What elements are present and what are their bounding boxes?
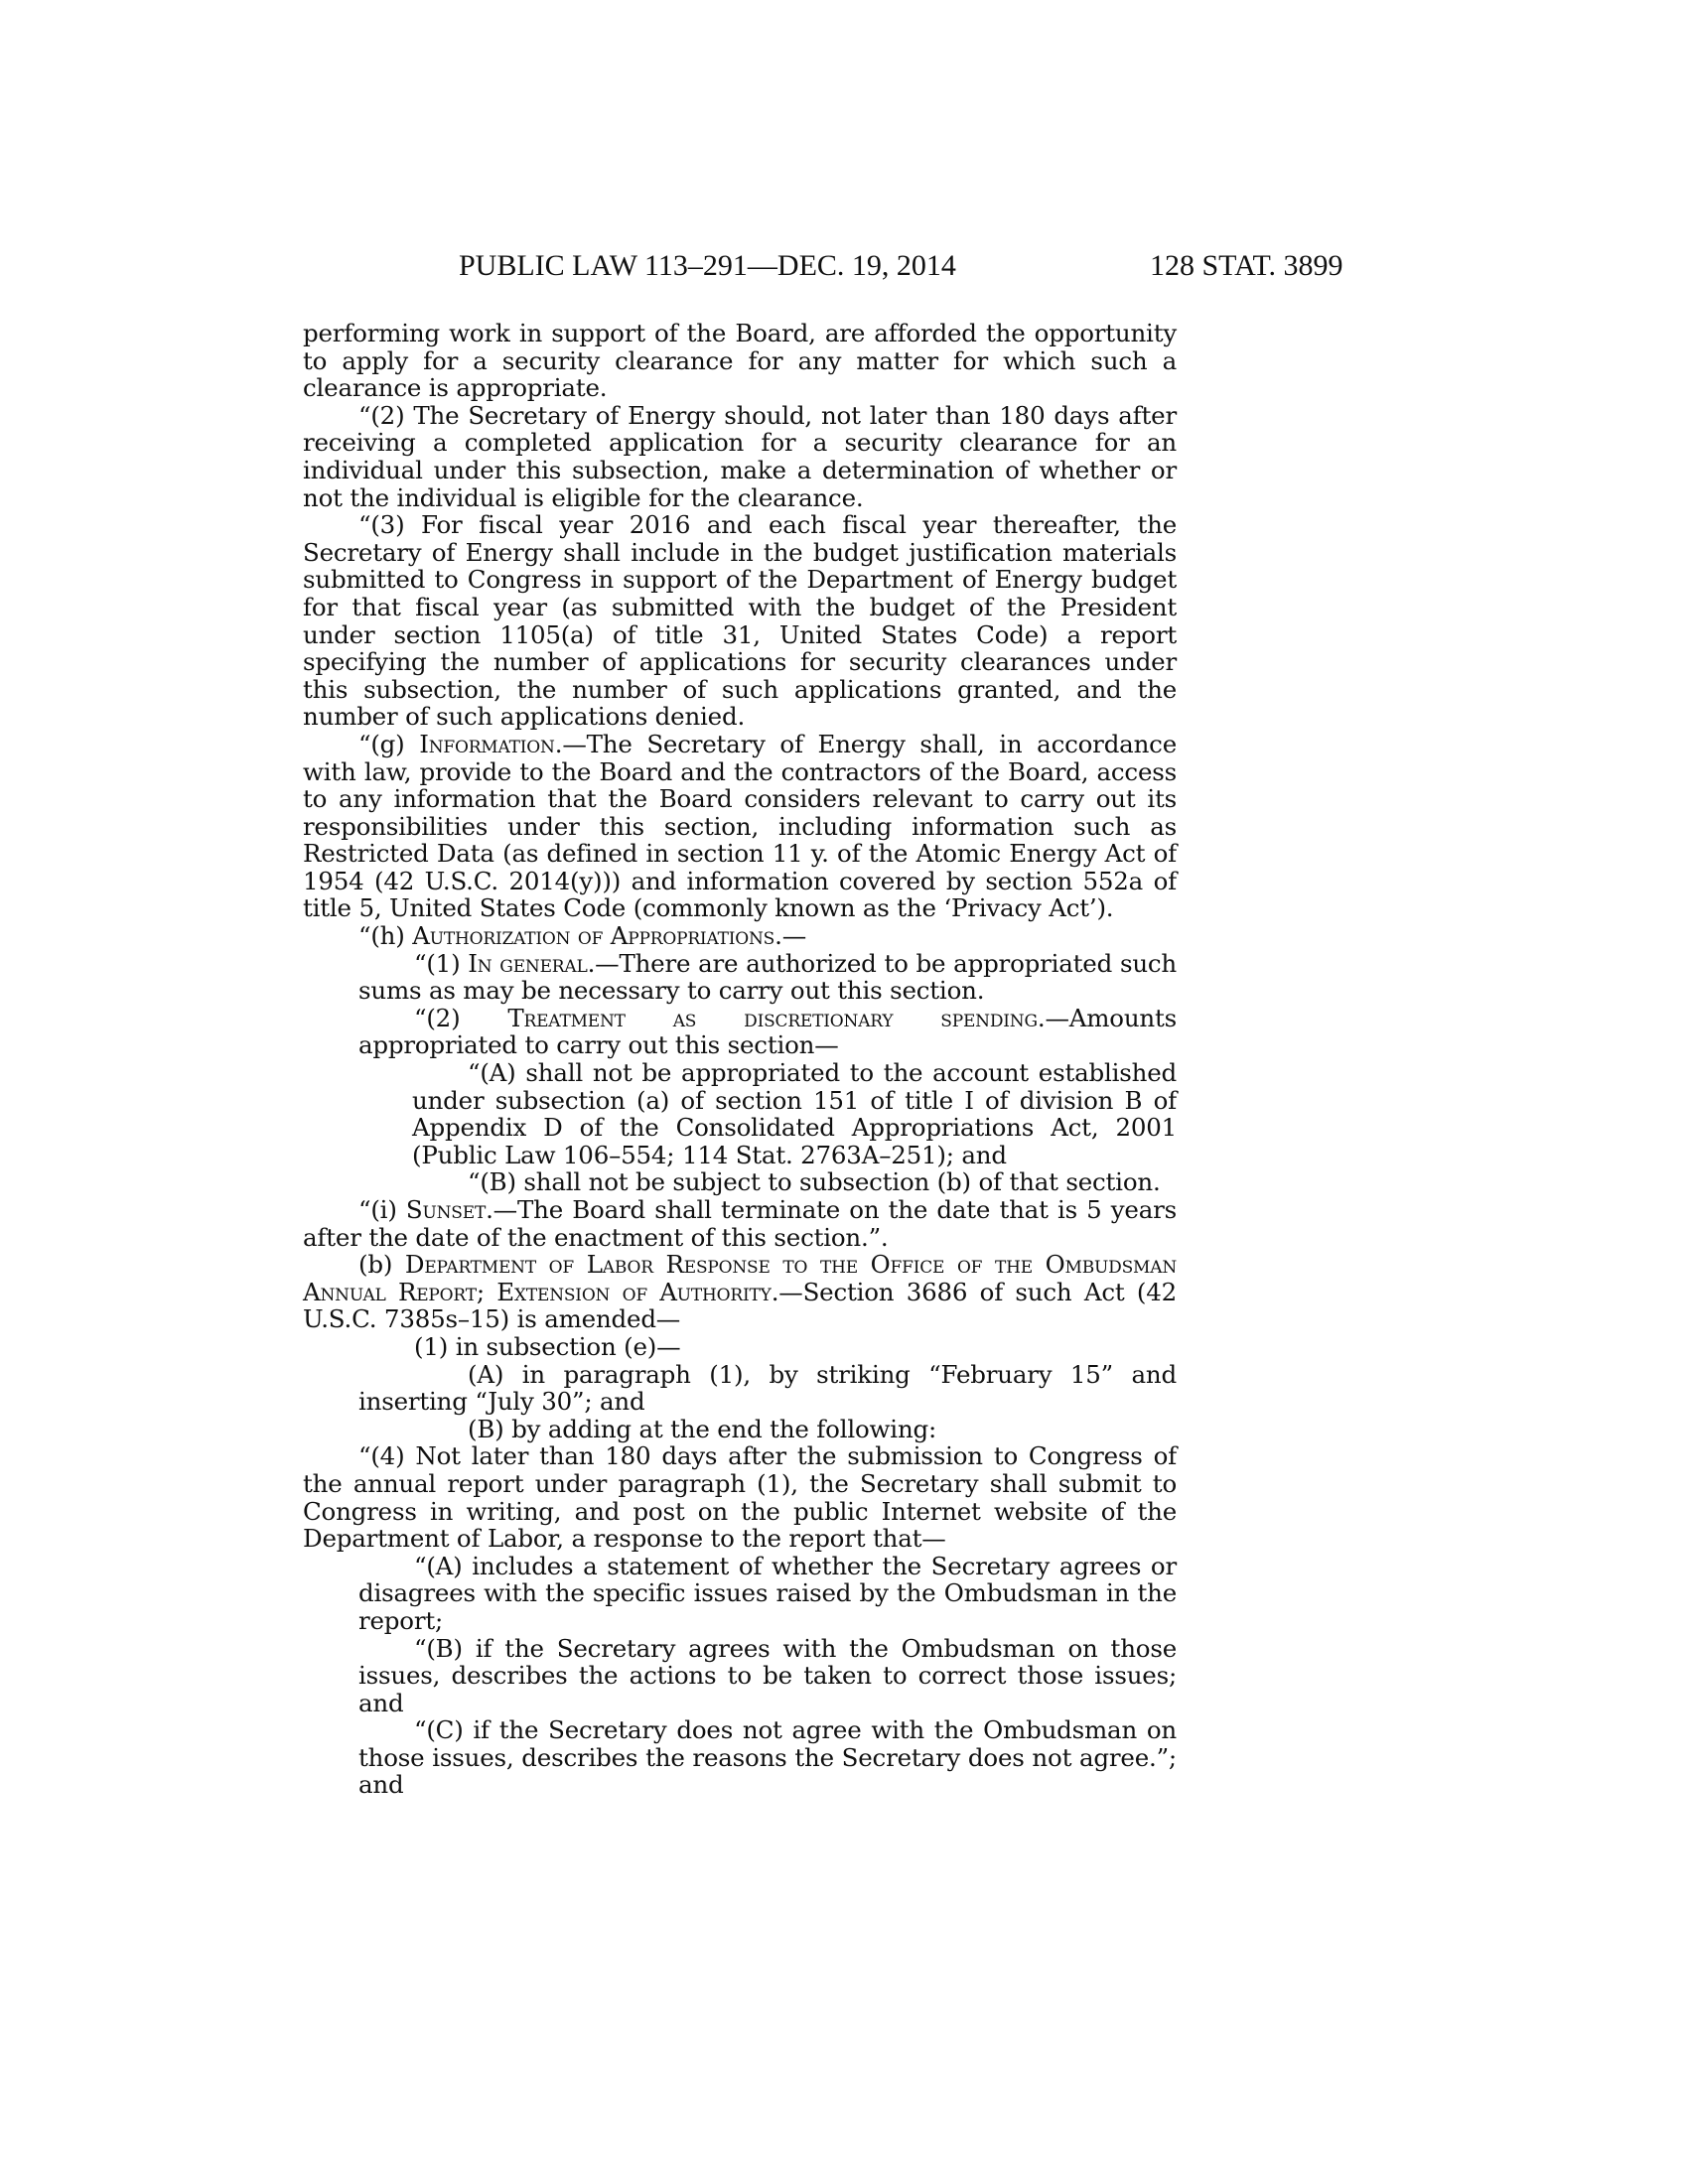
amendment-item-1a: (A) in paragraph (1), by striking “February 15” and inserting “July 30”; and: [358, 1359, 1177, 1417]
page-number: 128 STAT. 3899: [1150, 249, 1343, 282]
running-head-title: PUBLIC LAW 113–291—DEC. 19, 2014: [459, 249, 956, 282]
section-heading: Authorization of Appropriations: [412, 921, 775, 951]
section-heading: Information: [419, 729, 555, 758]
inserted-clause-c: “(C) if the Secretary does not agree with the Ombudsman on those issues, describes the reasons the Secretary does not agree.”; and: [358, 1715, 1177, 1800]
paragraph-continuation: performing work in support of the Board, are afforded the opportunity to apply for a security clearance for any matter for which such a clearance is appropriate.: [303, 319, 1177, 403]
amendment-item-1b: (B) by adding at the end the following:: [468, 1414, 937, 1443]
paragraph-f2: “(2) The Secretary of Energy should, not later than 180 days after receiving a completed application for a security clearance for an individual under this subsection, make a determination of whether or not the individual is eligible for the clearance.: [303, 400, 1177, 512]
subsection-b-department-of-labor: (b) Department of Labor Response to the Office of the Ombudsman Annual Report; Extension of Authority.—Section 3686 of such Act (42 U.S.C. 7385s–15) is amended—: [303, 1250, 1177, 1334]
inserted-clause-b: “(B) if the Secretary agrees with the Ombudsman on those issues, describes the actions to be taken to correct those issues; and: [358, 1633, 1177, 1717]
section-heading: Treatment as discretionary spending: [507, 1003, 1038, 1032]
paragraph-f3: “(3) For fiscal year 2016 and each fiscal year thereafter, the Secretary of Energy shall include in the budget justification materials submitted to Congress in support of the Department of Energy budget for that fiscal year (as submitted with the budget of the President under section 1105(a) of title 31, United States Code) a report specifying the number of applications for security clearances under this subsection, the number of such applications granted, and the number of such applications denied.: [303, 510, 1177, 732]
subsection-g-information: “(g) Information.—The Secretary of Energy shall, in accordance with law, provide to the Board and the contractors of the Board, access to any information that the Board considers relevant to carry out its responsibilities under this section, including information such as Restricted Data (as defined in section 11 y. of the Atomic Energy Act of 1954 (42 U.S.C. 2014(y))) and information covered by section 552a of title 5, United States Code (commonly known as the ‘Privacy Act’).: [303, 729, 1177, 923]
inserted-clause-a: “(A) includes a statement of whether the Secretary agrees or disagrees with the specific issues raised by the Ombudsman in the report;: [358, 1551, 1177, 1635]
section-heading: In general: [468, 948, 588, 978]
clause-h2-b: “(B) shall not be subject to subsection (b) of that section.: [468, 1167, 1161, 1197]
section-heading: Sunset: [405, 1195, 487, 1224]
paragraph-h1-in-general: “(1) In general.—There are authorized to be appropriated such sums as may be necessary to carry out this section.: [358, 948, 1177, 1006]
subsection-h-authorization: “(h) Authorization of Appropriations.—: [358, 921, 806, 951]
statute-body: [303, 320, 1177, 1799]
amendment-item-1: (1) in subsection (e)—: [414, 1331, 681, 1361]
subsection-i-sunset: “(i) Sunset.—The Board shall terminate on the date that is 5 years after the date of the enactment of this section.”.: [303, 1195, 1178, 1252]
section-heading: Department of Labor Response to the Office of the Ombudsman Annual Report; Extension of Authority: [303, 1250, 1177, 1306]
clause-h2-a: “(A) shall not be appropriated to the account established under subsection (a) of section 151 of title I of division B of Appendix D of the Consolidated Appropriations Act, 2001 (Public Law 106–554; 114 Stat. 2763A–251); and: [412, 1058, 1177, 1169]
inserted-paragraph-4: “(4) Not later than 180 days after the submission to Congress of the annual report under paragraph (1), the Secretary shall submit to Congress in writing, and post on the public Internet website of the Department of Labor, a response to the report that—: [303, 1441, 1177, 1554]
paragraph-h2-discretionary: “(2) Treatment as discretionary spending.—Amounts appropriated to carry out this section—: [358, 1003, 1177, 1060]
page-header: [0, 246, 1688, 286]
